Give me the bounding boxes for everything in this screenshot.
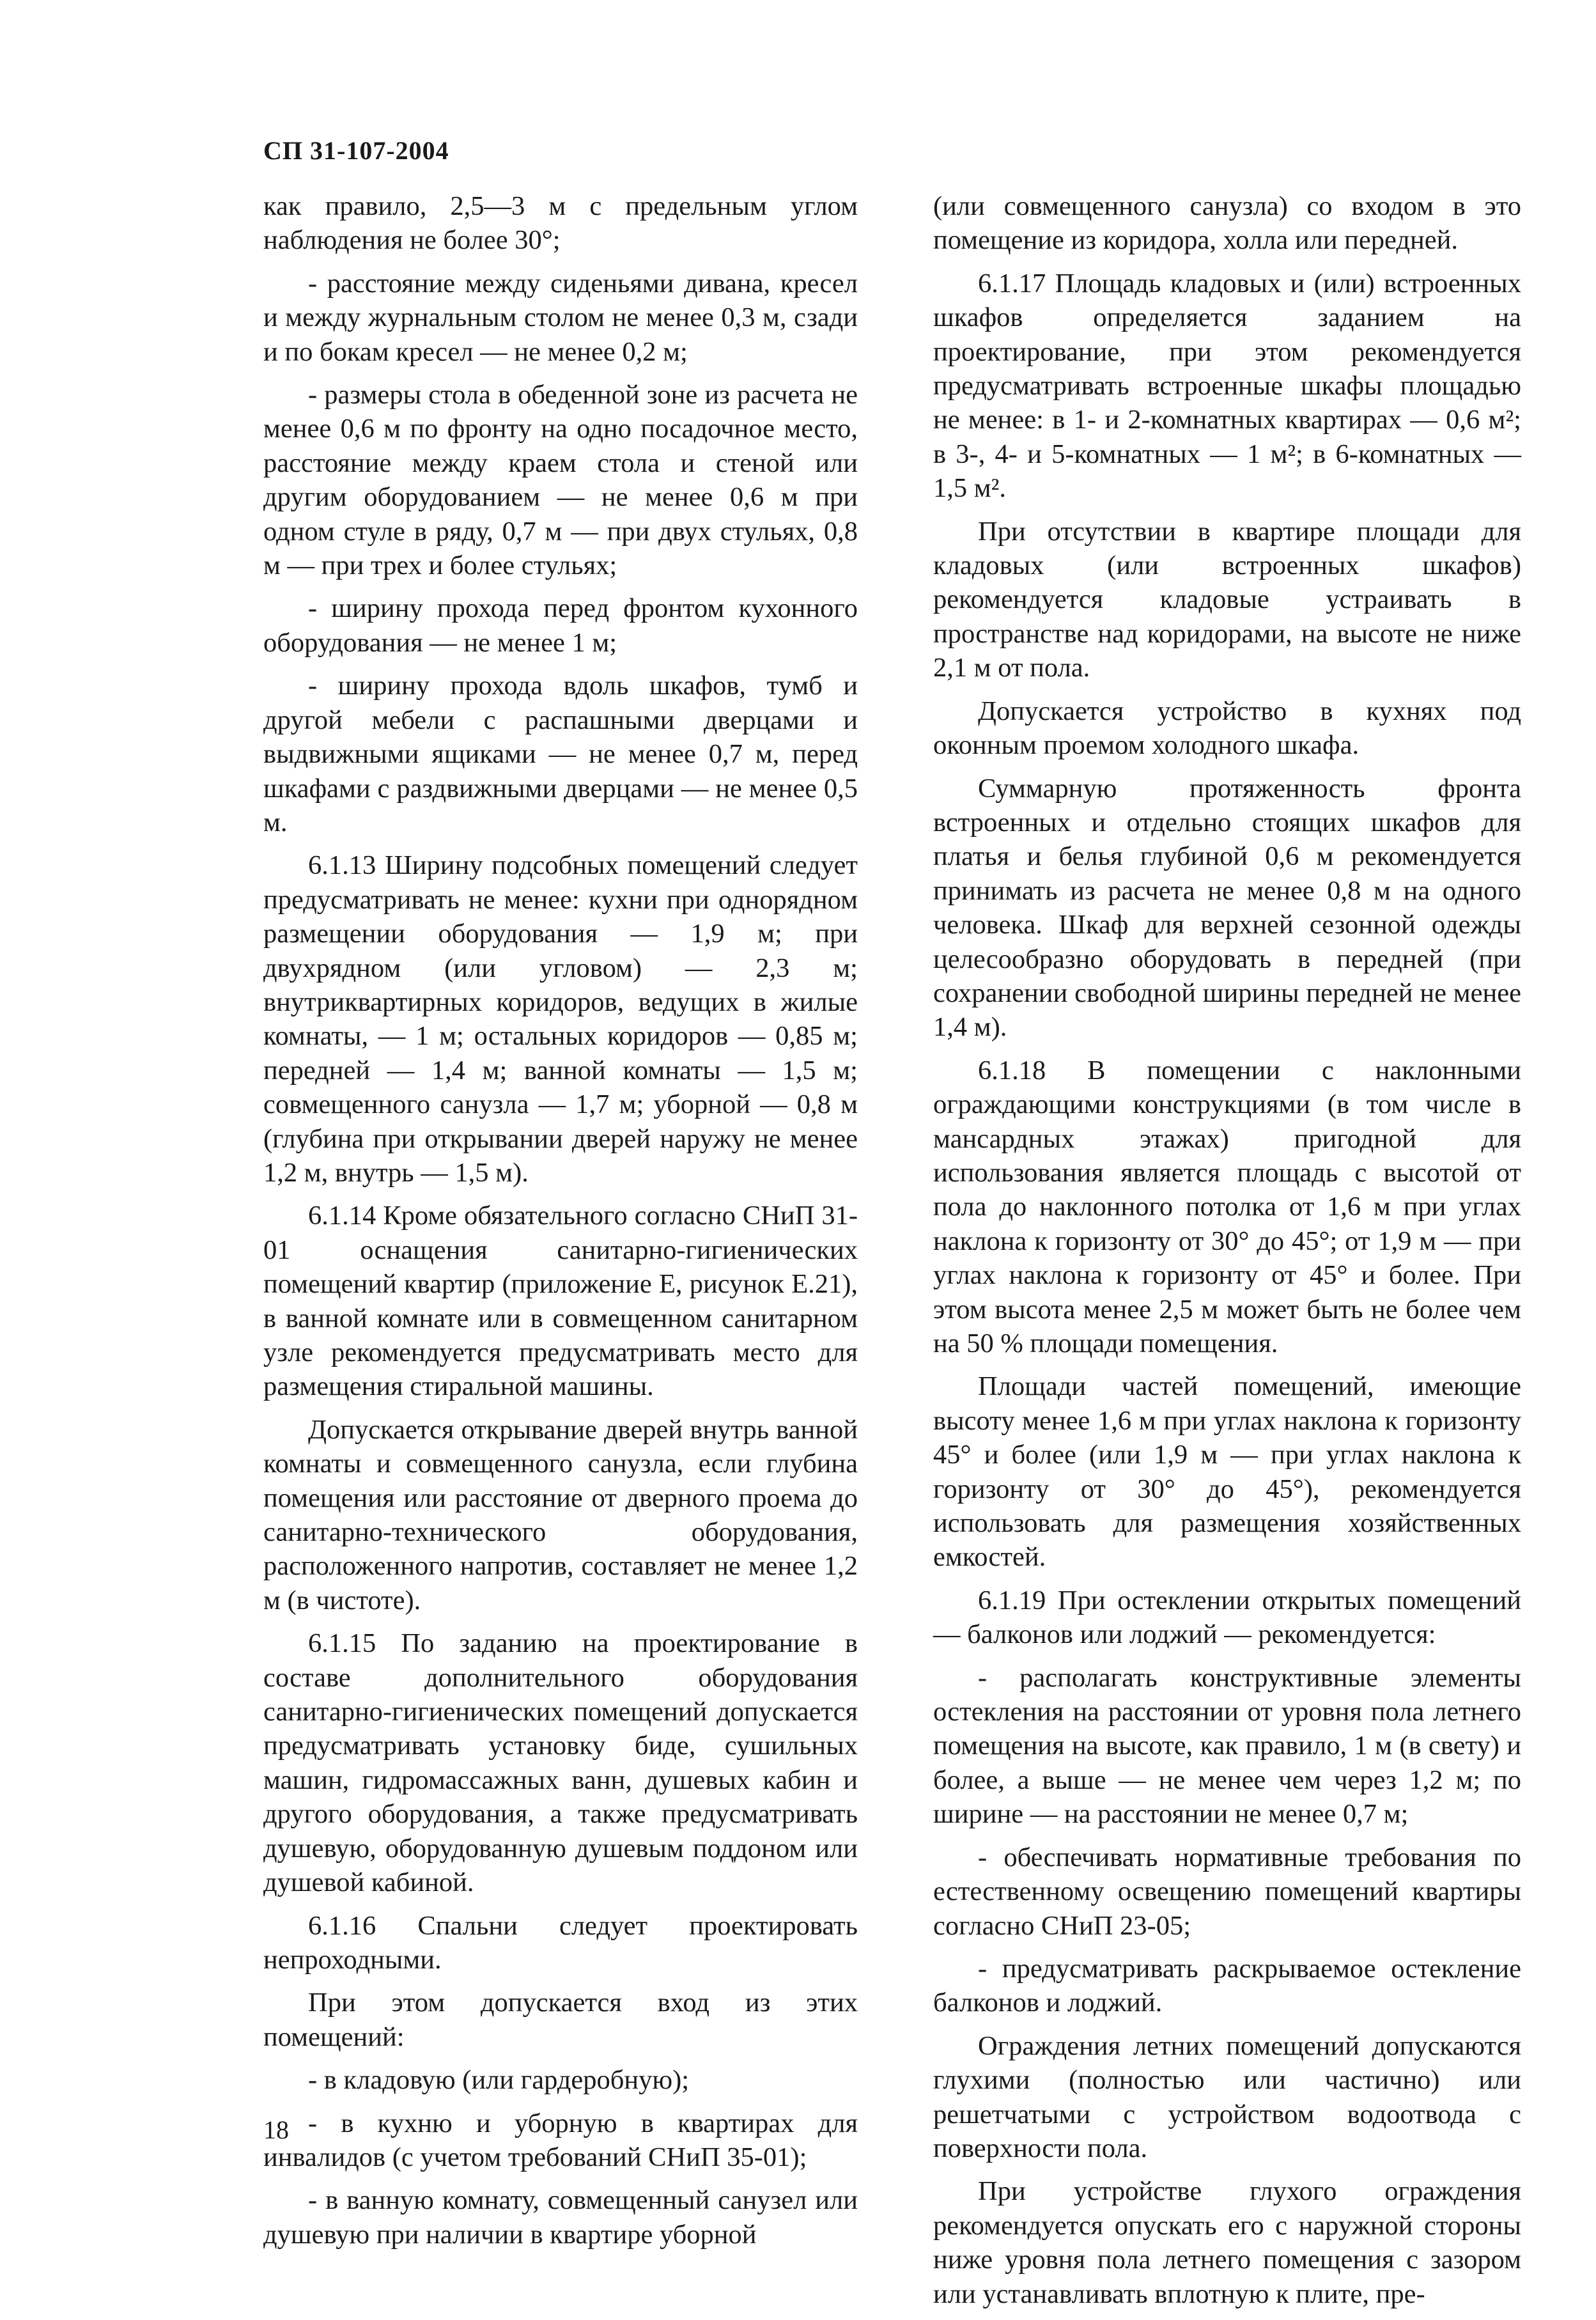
paragraph: 6.1.17 Площадь кладовых и (или) встроенных шкафов определяется заданием на проектирование, при этом рекомендуется предусматривать встроенные шкафы площадью не менее: в 1- и 2-комнатных квартирах — 0,6 м²; в 3-, 4- и 5-комнатных — 1 м²; в 6-комнатных — 1,5 м². xyxy=(933,268,1521,504)
paragraph: При этом допускается вход из этих помещений: xyxy=(263,1988,858,2052)
list-item: - размеры стола в обеденной зоне из расчета не менее 0,6 м по фронту на одно посадочное место, расстояние между краем стола и стеной или другим оборудованием — не менее 0,6 м при одном стуле в ряду, 0,7 м — при двух стульях, 0,8 м — при трех и более стульях; xyxy=(263,380,858,581)
left-text-column xyxy=(263,189,858,2261)
paragraph: 6.1.16 Спальни следует проектировать непроходными. xyxy=(263,1910,858,1975)
paragraph: 6.1.18 В помещении с наклонными ограждающими конструкциями (в том числе в мансардных этажах) пригодной для использования является площадь с высотой от пола до наклонного потолка от 1,6 м при углах наклона к горизонту от 30° до 45°; от 1,9 м — при углах наклона к горизонту от 45° и более. При этом высота менее 2,5 м может быть не более чем на 50 % площади помещения. xyxy=(933,1055,1521,1359)
list-item: - в кухню и уборную в квартирах для инвалидов (с учетом требований СНиП 35-01); xyxy=(263,2108,858,2172)
list-item: - располагать конструктивные элементы остекления на расстоянии от уровня пола летнего помещения на высоте, как правило, 1 м (в свету) и более, а выше — не менее чем через 1,2 м; по ширине — на расстоянии не менее 0,7 м; xyxy=(933,1662,1521,1830)
document-code-header: СП 31-107-2004 xyxy=(263,136,449,165)
paragraph: как правило, 2,5—3 м с предельным углом наблюдения не более 30°; xyxy=(263,191,858,256)
paragraph: При устройстве глухого ограждения рекомендуется опускать его с наружной стороны ниже уровня пола летнего помещения с зазором или устанавливать вплотную к плите, пре- xyxy=(933,2176,1521,2309)
list-item: - предусматривать раскрываемое остекление балконов и лоджий. xyxy=(933,1953,1521,2018)
list-item: - обеспечивать нормативные требования по естественному освещению помещений квартиры согласно СНиП 23-05; xyxy=(933,1842,1521,1941)
paragraph: 6.1.19 При остеклении открытых помещений — балконов или лоджий — рекомендуется: xyxy=(933,1585,1521,1650)
right-text-column xyxy=(933,189,1521,2320)
page-number: 18 xyxy=(263,2115,289,2144)
list-item: - ширину прохода вдоль шкафов, тумб и другой мебели с распашными дверцами и выдвижными ящиками — не менее 0,7 м, перед шкафами с раздвижными дверцами — не менее 0,5 м. xyxy=(263,671,858,837)
paragraph: 6.1.13 Ширину подсобных помещений следует предусматривать не менее: кухни при однорядном размещении оборудования — 1,9 м; при двухрядном (или угловом) — 2,3 м; внутриквартирных коридоров, ведущих в жилые комнаты, — 1 м; остальных коридоров — 0,85 м; передней — 1,4 м; ванной комнаты — 1,5 м; совмещенного санузла — 1,7 м; уборной — 0,8 м (глубина при открывании дверей наружу не менее 1,2 м, внутрь — 1,5 м). xyxy=(263,850,858,1188)
paragraph: (или совмещенного санузла) со входом в это помещение из коридора, холла или передней. xyxy=(933,191,1521,256)
paragraph: Допускается устройство в кухнях под оконным проемом холодного шкафа. xyxy=(933,696,1521,761)
paragraph: 6.1.14 Кроме обязательного согласно СНиП 31-01 оснащения санитарно-гигиенических помещений квартир (приложение Е, рисунок Е.21), в ванной комнате или в совмещенном санитарном узле рекомендуется предусматривать место для размещения стиральной машины. xyxy=(263,1201,858,1402)
list-item: - в ванную комнату, совмещенный санузел или душевую при наличии в квартире уборной xyxy=(263,2185,858,2250)
list-item: - расстояние между сиденьями дивана, кресел и между журнальным столом не менее 0,3 м, сзади и по бокам кресел — не менее 0,2 м; xyxy=(263,268,858,367)
paragraph: При отсутствии в квартире площади для кладовых (или встроенных шкафов) рекомендуется кладовые устраивать в пространстве над коридорами, на высоте не ниже 2,1 м от пола. xyxy=(933,516,1521,683)
paragraph: 6.1.15 По заданию на проектирование в составе дополнительного оборудования санитарно-гигиенических помещений допускается предусматривать установку биде, сушильных машин, гидромассажных ванн, душевых кабин и другого оборудования, а также предусматривать душевую, оборудованную душевым поддоном или душевой кабиной. xyxy=(263,1628,858,1898)
list-item: - в кладовую (или гардеробную); xyxy=(308,2065,690,2096)
paragraph: Допускается открывание дверей внутрь ванной комнаты и совмещенного санузла, если глубина помещения или расстояние от дверного проема до санитарно-технического оборудования, расположенного напротив, составляет не менее 1,2 м (в чистоте). xyxy=(263,1414,858,1615)
paragraph: Площади частей помещений, имеющие высоту менее 1,6 м при углах наклона к горизонту 45° и более (или 1,9 м — при углах наклона к горизонту от 30° до 45°), рекомендуется использовать для размещения хозяйственных емкостей. xyxy=(933,1371,1521,1573)
paragraph: Ограждения летних помещений допускаются глухими (полностью или частично) или решетчатыми с устройством водоотвода с поверхности пола. xyxy=(933,2030,1521,2163)
paragraph: Суммарную протяженность фронта встроенных и отдельно стоящих шкафов для платья и белья глубиной 0,6 м рекомендуется принимать из расчета не менее 0,8 м на одного человека. Шкаф для верхней сезонной одежды целесообразно оборудовать в передней (при сохранении свободной ширины передней не менее 1,4 м). xyxy=(933,773,1521,1043)
list-item: - ширину прохода перед фронтом кухонного оборудования — не менее 1 м; xyxy=(263,593,858,658)
